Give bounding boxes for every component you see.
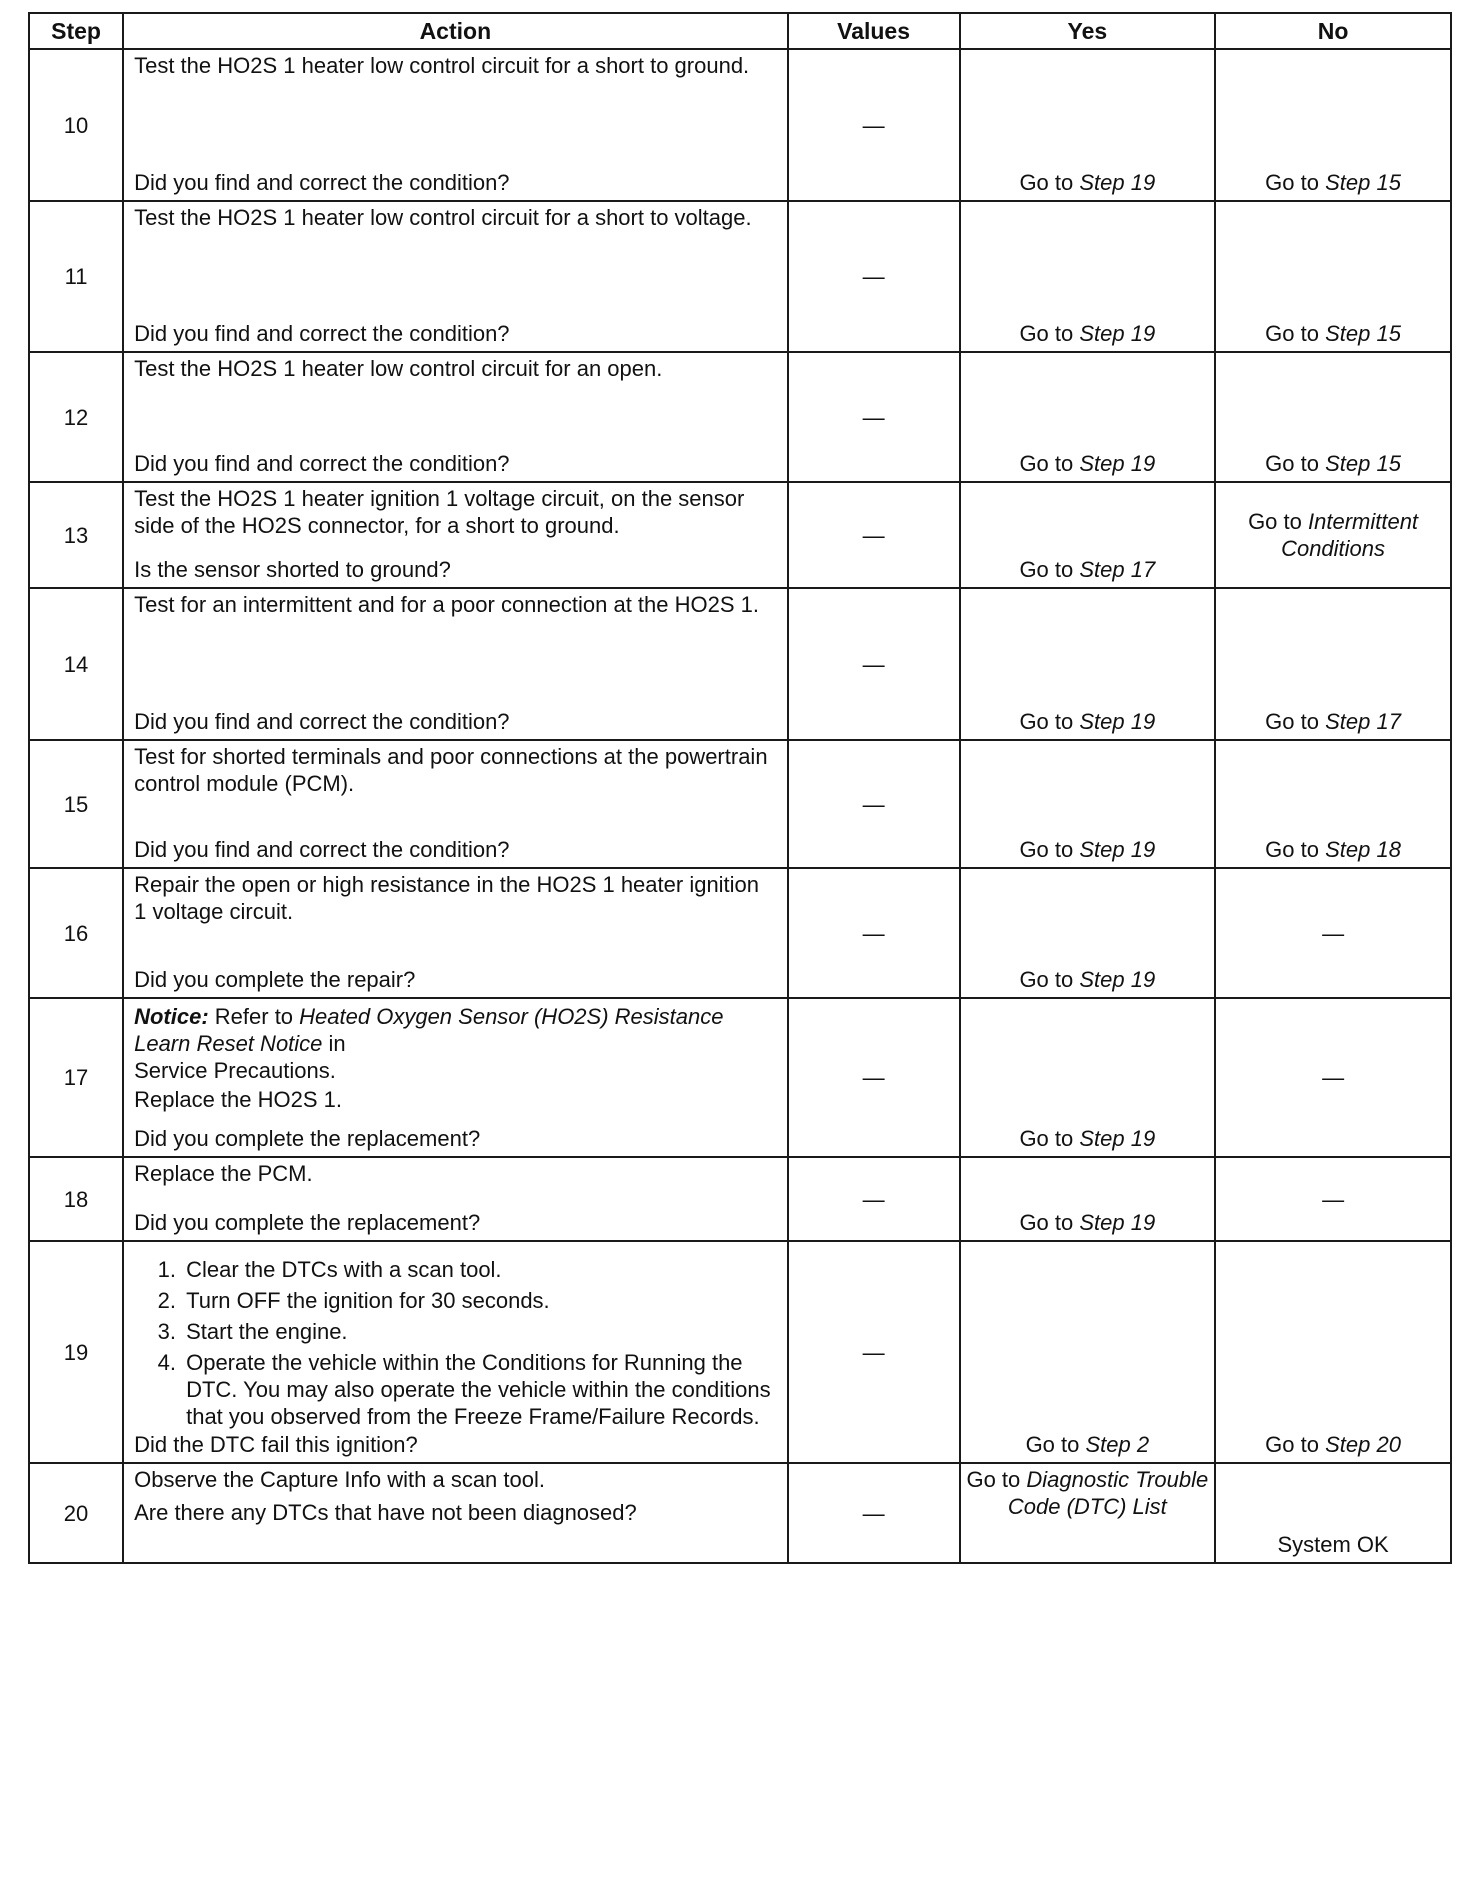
yes-target: Step 2 [1085,1432,1150,1457]
notice-reference: Heated Oxygen Sensor (HO2S) Resistance Learn Reset Notice [134,1004,724,1056]
diagnostic-table-page [28,12,1452,1564]
go-to-label: Go to [1265,170,1319,195]
action-text: Replace the HO2S 1. [134,1087,342,1112]
notice-post: in [328,1031,346,1056]
go-to-label: Go to [1248,509,1302,534]
no-cell [1215,1463,1451,1563]
action-text: Test for an intermittent and for a poor connection at the HO2S 1. [134,592,759,617]
action-text: Replace the PCM. [134,1161,313,1186]
no-target: Step 18 [1325,837,1401,862]
values-cell: — [788,482,960,588]
action-cell [123,1241,788,1463]
values-cell: — [788,588,960,740]
no-target: Step 15 [1325,321,1401,346]
action-cell [123,740,788,868]
no-cell [1215,588,1451,740]
step-number: 20 [29,1463,123,1563]
action-cell [123,1157,788,1241]
action-question: Is the sensor shorted to ground? [134,557,451,582]
action-text: Test the HO2S 1 heater low control circuit for a short to ground. [134,53,750,78]
step-number: 15 [29,740,123,868]
action-text: Repair the open or high resistance in the HO2S 1 heater ignition 1 voltage circuit. [134,872,760,924]
yes-target: Step 19 [1079,709,1156,734]
step-number: 18 [29,1157,123,1241]
yes-target: Step 19 [1079,1210,1156,1235]
step-number: 10 [29,49,123,201]
step-number: 17 [29,998,123,1157]
action-question: Did you find and correct the condition? [134,709,510,734]
no-cell: — [1215,998,1451,1157]
action-cell [123,352,788,482]
go-to-label: Go to [1019,967,1074,992]
values-cell: — [788,1463,960,1563]
values-cell: — [788,868,960,998]
diagnostic-table [28,12,1452,1564]
go-to-label: Go to [1025,1432,1080,1457]
step-number: 14 [29,588,123,740]
header-values: Values [788,13,960,49]
step-number: 13 [29,482,123,588]
yes-cell [960,588,1216,740]
action-question: Did you complete the replacement? [134,1126,481,1151]
header-no: No [1215,13,1451,49]
values-cell: — [788,740,960,868]
action-cell [123,201,788,352]
action-text: Test for shorted terminals and poor connections at the powertrain control module (PCM). [134,744,768,796]
no-target: Step 15 [1325,170,1401,195]
action-cell [123,482,788,588]
no-cell [1215,201,1451,352]
go-to-label: Go to [966,1467,1021,1492]
no-target: Step 15 [1325,451,1401,476]
yes-cell [960,1157,1216,1241]
action-text: Test the HO2S 1 heater low control circuit for a short to voltage. [134,205,752,230]
no-target: Step 17 [1325,709,1401,734]
table-row [29,482,1451,588]
no-text: System OK [1277,1532,1389,1557]
step-number: 11 [29,201,123,352]
go-to-label: Go to [1019,170,1074,195]
table-row [29,49,1451,201]
yes-cell [960,482,1216,588]
header-yes: Yes [960,13,1216,49]
no-cell [1215,740,1451,868]
yes-target: Step 17 [1079,557,1156,582]
action-question: Did you complete the replacement? [134,1210,481,1235]
go-to-label: Go to [1265,321,1319,346]
no-cell: — [1215,868,1451,998]
table-row [29,588,1451,740]
values-cell: — [788,352,960,482]
action-cell [123,868,788,998]
table-row [29,1157,1451,1241]
action-text: Test the HO2S 1 heater low control circuit for an open. [134,356,663,381]
no-target: Step 20 [1325,1432,1401,1457]
step-number: 16 [29,868,123,998]
go-to-label: Go to [1265,837,1319,862]
table-row [29,352,1451,482]
step-number: 19 [29,1241,123,1463]
notice-line-2: Service Precautions. [134,1058,336,1083]
action-question: Did you find and correct the condition? [134,170,510,195]
values-cell: — [788,1157,960,1241]
go-to-label: Go to [1019,709,1074,734]
action-question: Are there any DTCs that have not been diagnosed? [134,1500,637,1525]
yes-cell [960,740,1216,868]
yes-target: Diagnostic Trouble Code (DTC) List [1007,1467,1209,1519]
table-row [29,201,1451,352]
values-cell: — [788,1241,960,1463]
values-cell: — [788,49,960,201]
go-to-label: Go to [1265,451,1319,476]
notice-label: Notice: [134,1004,209,1029]
list-item: 2. Turn OFF the ignition for 30 seconds. [182,1287,773,1314]
no-target: Intermittent Conditions [1281,509,1419,561]
action-question: Did the DTC fail this ignition? [134,1432,418,1457]
yes-target: Step 19 [1079,170,1156,195]
list-item: 1. Clear the DTCs with a scan tool. [182,1256,773,1283]
values-cell: — [788,201,960,352]
notice-pre: Refer to [214,1004,294,1029]
table-row [29,1241,1451,1463]
table-row [29,998,1451,1157]
action-cell [123,49,788,201]
action-question: Did you find and correct the condition? [134,321,510,346]
yes-cell [960,49,1216,201]
go-to-label: Go to [1265,1432,1319,1457]
yes-target: Step 19 [1079,451,1156,476]
go-to-label: Go to [1265,709,1319,734]
table-row [29,868,1451,998]
action-question: Did you find and correct the condition? [134,451,510,476]
yes-cell [960,352,1216,482]
yes-target: Step 19 [1079,967,1156,992]
yes-cell [960,1463,1216,1563]
yes-target: Step 19 [1079,837,1156,862]
action-cell [123,588,788,740]
go-to-label: Go to [1019,837,1074,862]
yes-cell [960,998,1216,1157]
notice-text [134,1003,773,1057]
table-row [29,740,1451,868]
action-question: Did you complete the repair? [134,967,416,992]
list-item: 4. Operate the vehicle within the Conditions for Running the DTC. You may also operate the vehicle within the conditions that you observed from the Freeze Frame/Failure Records. [182,1349,773,1430]
header-step: Step [29,13,123,49]
go-to-label: Go to [1019,1126,1074,1151]
no-cell [1215,49,1451,201]
action-question: Did you find and correct the condition? [134,837,510,862]
step-number: 12 [29,352,123,482]
no-cell [1215,352,1451,482]
action-text: Test the HO2S 1 heater ignition 1 voltage circuit, on the sensor side of the HO2S connector, for a short to ground. [134,486,745,538]
no-cell [1215,1241,1451,1463]
no-cell: — [1215,1157,1451,1241]
yes-target: Step 19 [1079,321,1156,346]
go-to-label: Go to [1019,1210,1074,1235]
values-cell: — [788,998,960,1157]
yes-cell [960,868,1216,998]
action-text: Observe the Capture Info with a scan tool. [134,1467,545,1492]
procedure-list [134,1256,773,1430]
yes-cell [960,1241,1216,1463]
yes-cell [960,201,1216,352]
go-to-label: Go to [1019,451,1074,476]
header-action: Action [123,13,788,49]
header-row [29,13,1451,49]
table-row [29,1463,1451,1563]
action-cell [123,998,788,1157]
go-to-label: Go to [1019,321,1074,346]
go-to-label: Go to [1019,557,1074,582]
action-cell [123,1463,788,1563]
yes-target: Step 19 [1079,1126,1156,1151]
no-cell [1215,482,1451,588]
list-item: 3. Start the engine. [182,1318,773,1345]
